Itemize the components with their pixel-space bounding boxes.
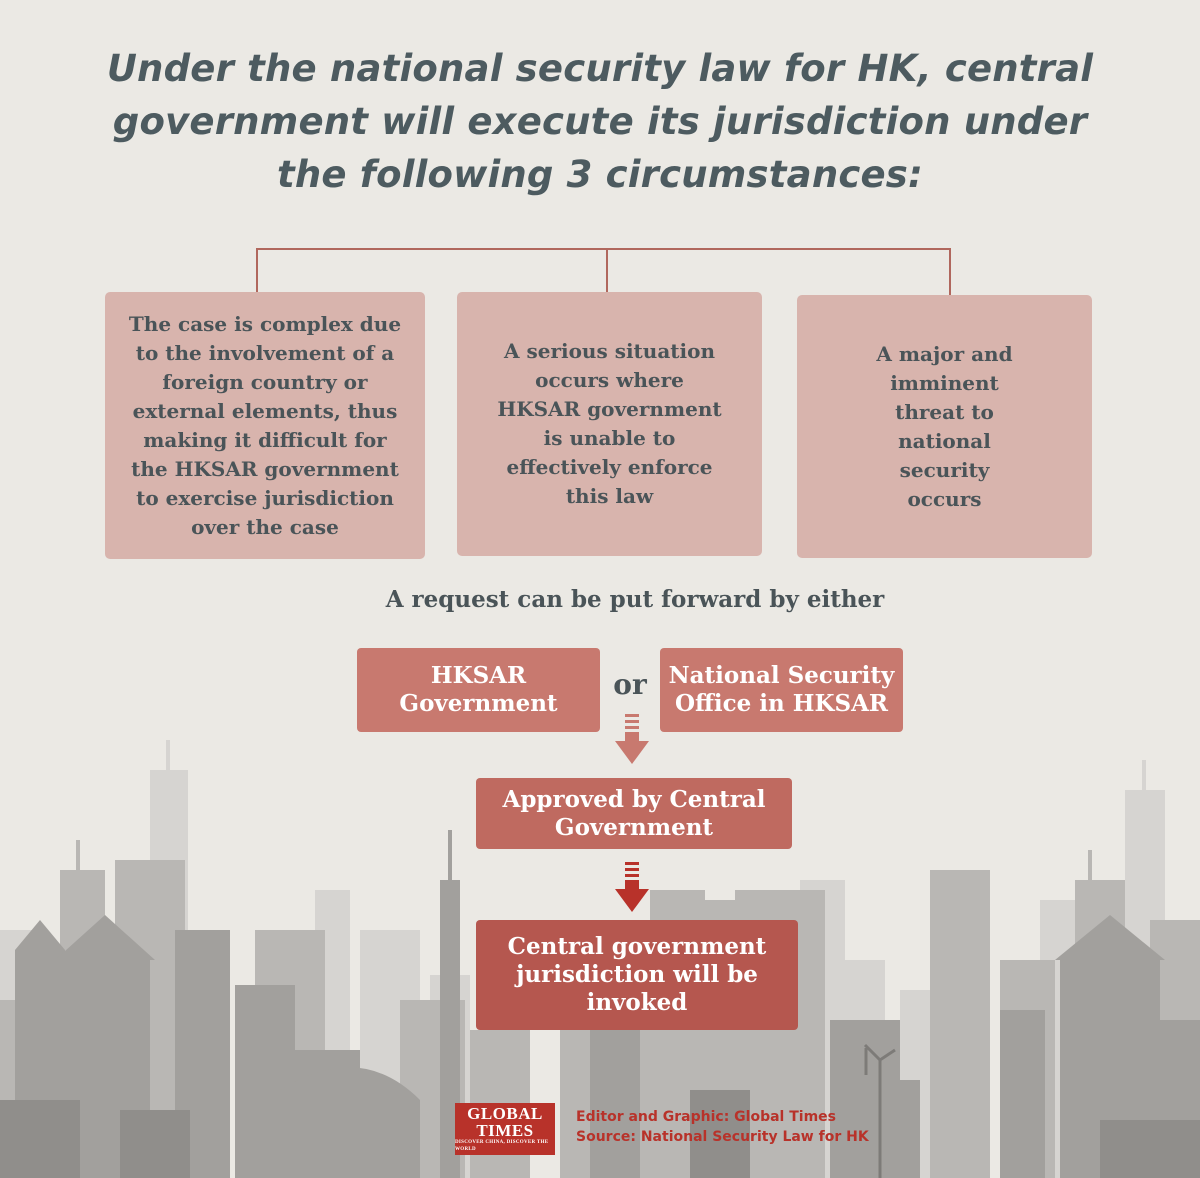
card-line: is unable to (543, 426, 676, 450)
card-line: the HKSAR government (131, 456, 399, 481)
circumstance-card-serious-situation (457, 292, 762, 556)
approval-central-government (476, 778, 792, 849)
credits-editor: Editor and Graphic: Global Times (576, 1109, 836, 1125)
card-line: national (898, 428, 991, 453)
card-line: HKSAR government (497, 397, 722, 421)
box-line: Approved by Central (502, 785, 766, 813)
card-line: external elements, thus (132, 398, 398, 423)
requester-hksar-government (357, 648, 600, 732)
box-line: Office in HKSAR (674, 690, 889, 717)
box-line: National Security (668, 662, 895, 689)
connector-right (949, 248, 951, 295)
credits (576, 1107, 869, 1147)
card-line: threat to (895, 399, 994, 424)
circumstance-card-foreign-involvement (105, 292, 425, 559)
card-line: A serious situation (503, 339, 715, 363)
outcome-jurisdiction-invoked (476, 920, 798, 1030)
card-line: over the case (191, 514, 339, 539)
down-arrow-icon (612, 862, 652, 914)
card-line: imminent (890, 370, 999, 395)
card-line: effectively enforce (506, 455, 713, 479)
connector-horizontal (256, 248, 951, 250)
infographic-title (60, 42, 1140, 201)
title-line: the following 3 circumstances: (276, 153, 924, 196)
credits-source: Source: National Security Law for HK (576, 1129, 869, 1145)
box-line: Central government (507, 933, 767, 960)
circumstance-card-imminent-threat (797, 295, 1092, 558)
box-line: invoked (586, 989, 688, 1016)
box-line: Government (399, 690, 558, 717)
logo-line: TIMES (476, 1121, 534, 1140)
global-times-logo (455, 1103, 555, 1155)
card-line: this law (565, 484, 654, 508)
card-line: to the involvement of a (135, 340, 395, 365)
connector-middle (606, 248, 608, 292)
request-label: A request can be put forward by either (385, 586, 885, 613)
box-line: Government (554, 813, 714, 841)
box-line: HKSAR (430, 662, 527, 689)
card-line: foreign country or (162, 369, 368, 394)
title-line: Under the national security law for HK, central (106, 47, 1094, 90)
card-line: The case is complex due (128, 311, 402, 336)
card-line: security (899, 457, 990, 482)
requester-national-security-office (660, 648, 903, 732)
box-line: jurisdiction will be (516, 961, 758, 988)
logo-tagline: DISCOVER CHINA, DISCOVER THE WORLD (455, 1140, 549, 1152)
card-line: to exercise jurisdiction (136, 485, 394, 510)
connector-left (256, 248, 258, 292)
card-line: A major and (876, 341, 1013, 366)
card-line: occurs where (535, 368, 684, 392)
card-line: making it difficult for (143, 427, 387, 452)
down-arrow-icon (612, 714, 652, 766)
or-connector: or (613, 668, 647, 701)
card-line: occurs (907, 486, 982, 511)
logo-line: GLOBAL (467, 1104, 543, 1123)
title-line: government will execute its jurisdiction under (112, 100, 1088, 143)
